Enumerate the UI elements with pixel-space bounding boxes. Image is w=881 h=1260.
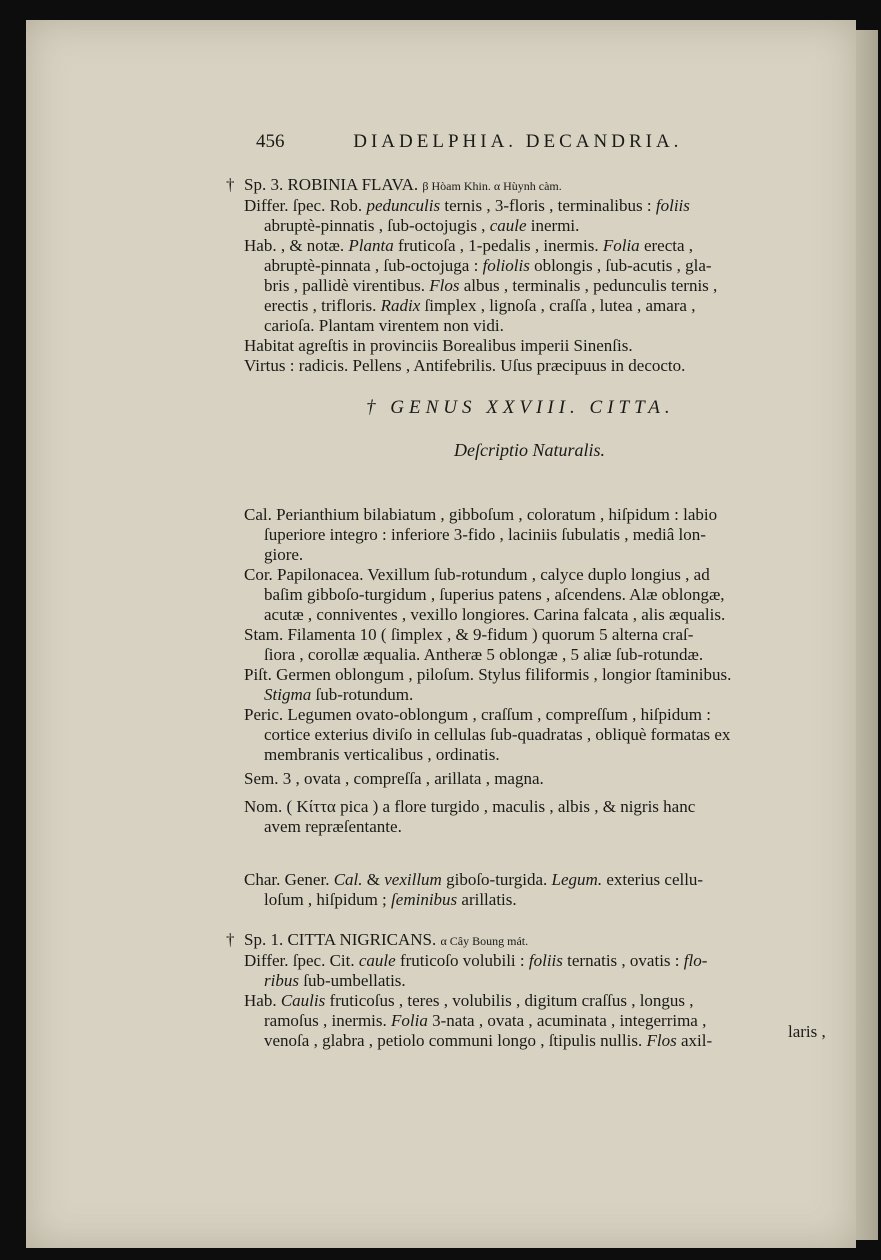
vernacular-names: β Hòam Khin. α Hùynh càm. (422, 179, 562, 193)
dagger-mark: † (226, 930, 235, 949)
species-citta: Sp. 1. CITTA NIGRICANS. α Cây Boung mát. Differ. ſpec. Cit. caule fruticoſo volubili : foliis ternatis , ovatis : flo- ribus ſub-umbellatis. Hab. Caulis fruticoſus , teres , volubilis , digitum craſſus , longus , ramoſus , inermis. Folia 3-nata , ovata , acuminata , integerrima , venoſa , glabra , petiolo communi longo , ſtipulis nullis. Flos axil- (244, 930, 713, 1050)
book-page (26, 20, 856, 1248)
page-edge (856, 30, 878, 1240)
vernacular-names: α Cây Boung mát. (440, 934, 529, 948)
species-heading: Sp. 3. ROBINIA FLAVA. (244, 175, 419, 194)
species-robinia: Sp. 3. ROBINIA FLAVA. β Hòam Khin. α Hùynh càm. Differ. ſpec. Rob. pedunculis ternis , 3-floris , terminalibus : foliis abruptè-pinnatis , ſub-octojugis , caule inermi. Hab. , & notæ. Planta fruticoſa , 1-pedalis , inermis. Folia erecta , abruptè-pinnata , ſub-octojuga : foliolis oblongis , ſub-acutis , gla- bris , pallidè virentibus. Flos albus , terminalis , pedunculis ternis , erectis , trifloris. Radix ſimplex , lignoſa , craſſa , lutea , amara , carioſa. Plantam virentem non vidi. Habitat agreſtis in provinciis Borealibus imperii Sinenſis. Virtus : radicis. Pellens , Antifebrilis. Uſus præcipuus in decocto. (244, 175, 718, 375)
catchword: laris , (788, 1022, 826, 1041)
section-heading: Deſcriptio Naturalis. (454, 440, 606, 460)
genus-heading: † GENUS XXVIII. CITTA. (366, 397, 675, 418)
species-heading: Sp. 1. CITTA NIGRICANS. (244, 930, 437, 949)
running-header (256, 132, 682, 152)
generic-character: Char. Gener. Cal. & vexillum giboſo-turgida. Legum. exterius cellu- loſum , hiſpidum ; ſeminibus arillatis. (244, 870, 704, 909)
natural-description: Cal. Perianthium bilabiatum , gibboſum , coloratum , hiſpidum : labio ſuperiore integro : inferiore 3-fido , laciniis ſubulatis , mediâ lon- giore. Cor. Papilonacea. Vexillum ſub-rotundum , calyce duplo longius , ad baſim gibboſo-turgidum , ſuperius patens , aſcendens. Alæ oblongæ, acutæ , conniventes , vexillo longiores. Carina falcata , alis æqualis. Stam. Filamenta 10 ( ſimplex , & 9-fidum ) quorum 5 alterna craſ- ſiora , corollæ æqualia. Antheræ 5 oblongæ , 5 aliæ ſub-rotundæ. Piſt. Germen oblongum , piloſum. Stylus filiformis , longior ſtaminibus. Stigma ſub-rotundum. Peric. Legumen ovato-oblongum , craſſum , compreſſum , hiſpidum : cortice exterius diviſo in cellulas ſub-quadratas , obliquè formatas ex membranis verticalibus , ordinatis. Sem. 3 , ovata , compreſſa , arillata , magna. Nom. ( Κίττα pica ) a flore turgido , maculis , albis , & nigris hanc avem repræſentante. (244, 505, 732, 836)
dagger-mark: † (226, 175, 235, 194)
running-title: DIADELPHIA. DECANDRIA. (353, 131, 683, 152)
page-number: 456 (256, 131, 285, 152)
